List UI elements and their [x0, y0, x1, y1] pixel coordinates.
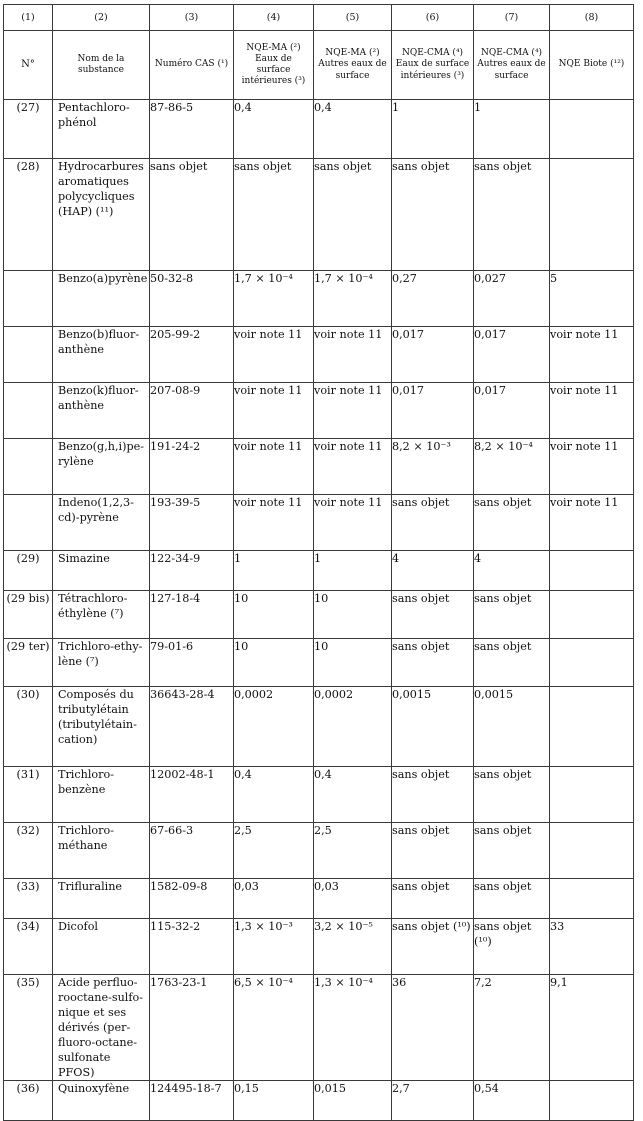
substance-number: (29 ter): [4, 639, 53, 687]
cas-number: 122-34-9: [150, 551, 234, 591]
table-row: [4, 879, 634, 919]
nqe-ma-other-value: voir note 11: [314, 439, 392, 495]
substance-number: (32): [4, 823, 53, 879]
table-row: [4, 1081, 634, 1121]
substance-number: (36): [4, 1081, 53, 1121]
nqe-cma-other-value: sans objet: [474, 879, 550, 919]
header-number: N°: [4, 31, 53, 100]
nqe-biota-value: [550, 767, 634, 823]
nqe-cma-inland-value: 2,7: [392, 1081, 474, 1121]
nqe-cma-other-value: sans objet (¹⁰): [474, 919, 550, 975]
substance-number: (30): [4, 687, 53, 767]
nqe-biota-value: [550, 591, 634, 639]
table-row: [4, 383, 634, 439]
nqe-cma-inland-value: sans objet: [392, 879, 474, 919]
substance-name: Benzo(a)pyrène: [53, 271, 150, 327]
substance-number: (29 bis): [4, 591, 53, 639]
cas-number: 1582-09-8: [150, 879, 234, 919]
table-row: [4, 439, 634, 495]
substance-number: (35): [4, 975, 53, 1081]
nqe-ma-inland-value: 10: [234, 639, 314, 687]
cas-number: 127-18-4: [150, 591, 234, 639]
header-nqe-ma-inland: NQE-MA (²) Eaux de surface intérieures (³): [234, 31, 314, 100]
nqe-biota-value: [550, 823, 634, 879]
nqe-ma-other-value: voir note 11: [314, 383, 392, 439]
nqe-ma-other-value: 0,4: [314, 100, 392, 159]
nqe-biota-value: [550, 100, 634, 159]
table-row: [4, 100, 634, 159]
substance-name: Benzo(g,h,i)pe-rylène: [53, 439, 150, 495]
substance-name: Dicofol: [53, 919, 150, 975]
header-nqe-cma-other: NQE-CMA (⁴) Autres eaux de surface: [474, 31, 550, 100]
substance-name: Tétrachloro-éthylène (⁷): [53, 591, 150, 639]
nqe-ma-inland-value: 6,5 × 10⁻⁴: [234, 975, 314, 1081]
nqe-ma-inland-value: 0,15: [234, 1081, 314, 1121]
nqe-cma-inland-value: 0,017: [392, 383, 474, 439]
cas-number: 115-32-2: [150, 919, 234, 975]
nqe-cma-inland-value: sans objet: [392, 495, 474, 551]
table-row: [4, 639, 634, 687]
substance-name: Trichloro-benzène: [53, 767, 150, 823]
nqe-cma-other-value: sans objet: [474, 591, 550, 639]
nqe-cma-other-value: sans objet: [474, 823, 550, 879]
nqe-cma-inland-value: sans objet: [392, 767, 474, 823]
column-number: (4): [234, 5, 314, 31]
column-number: (3): [150, 5, 234, 31]
nqe-ma-inland-value: voir note 11: [234, 383, 314, 439]
cas-number: sans objet: [150, 159, 234, 271]
nqe-cma-other-value: 4: [474, 551, 550, 591]
nqe-cma-inland-value: 0,0015: [392, 687, 474, 767]
substance-number: (29): [4, 551, 53, 591]
nqe-ma-inland-value: 1,3 × 10⁻³: [234, 919, 314, 975]
nqe-ma-inland-value: 0,03: [234, 879, 314, 919]
cas-number: 87-86-5: [150, 100, 234, 159]
nqe-cma-inland-value: 36: [392, 975, 474, 1081]
table-row: [4, 159, 634, 271]
nqe-biota-value: 5: [550, 271, 634, 327]
nqe-ma-other-value: 1,7 × 10⁻⁴: [314, 271, 392, 327]
substance-name: Trifluraline: [53, 879, 150, 919]
substance-number: (33): [4, 879, 53, 919]
nqe-cma-other-value: sans objet: [474, 767, 550, 823]
header-nqe-cma-inland: NQE-CMA (⁴) Eaux de surface intérieures (³): [392, 31, 474, 100]
nqe-biota-value: 33: [550, 919, 634, 975]
nqe-ma-inland-value: 1: [234, 551, 314, 591]
substance-name: Acide perfluo-rooctane-sulfo-nique et ses dérivés (per-fluoro-octane-sulfonate PFOS): [53, 975, 150, 1081]
cas-number: 12002-48-1: [150, 767, 234, 823]
nqe-ma-inland-value: voir note 11: [234, 439, 314, 495]
nqe-cma-inland-value: 4: [392, 551, 474, 591]
nqe-cma-other-value: 0,027: [474, 271, 550, 327]
nqe-biota-value: [550, 551, 634, 591]
nqe-ma-other-value: 1,3 × 10⁻⁴: [314, 975, 392, 1081]
nqe-ma-inland-value: 0,4: [234, 767, 314, 823]
substance-number: (34): [4, 919, 53, 975]
cas-number: 207-08-9: [150, 383, 234, 439]
nqe-ma-inland-value: 2,5: [234, 823, 314, 879]
nqe-biota-value: [550, 1081, 634, 1121]
substance-name: Hydrocarbures aromatiques polycycliques (HAP) (¹¹): [53, 159, 150, 271]
nqe-biota-value: voir note 11: [550, 327, 634, 383]
nqe-cma-other-value: sans objet: [474, 495, 550, 551]
substance-name: Indeno(1,2,3-cd)-pyrène: [53, 495, 150, 551]
column-number: (7): [474, 5, 550, 31]
nqe-ma-other-value: 10: [314, 591, 392, 639]
nqe-cma-other-value: sans objet: [474, 639, 550, 687]
table-row: [4, 551, 634, 591]
nqe-biota-value: [550, 639, 634, 687]
nqe-ma-other-value: voir note 11: [314, 327, 392, 383]
substances-table: [3, 4, 634, 1121]
cas-number: 79-01-6: [150, 639, 234, 687]
substance-name: Pentachloro-phénol: [53, 100, 150, 159]
nqe-ma-inland-value: 0,0002: [234, 687, 314, 767]
nqe-cma-inland-value: sans objet: [392, 823, 474, 879]
substance-name: Trichloro-ethy-lène (⁷): [53, 639, 150, 687]
nqe-ma-other-value: 3,2 × 10⁻⁵: [314, 919, 392, 975]
nqe-cma-other-value: 8,2 × 10⁻⁴: [474, 439, 550, 495]
nqe-cma-other-value: 7,2: [474, 975, 550, 1081]
nqe-cma-inland-value: sans objet (¹⁰): [392, 919, 474, 975]
nqe-cma-inland-value: 0,017: [392, 327, 474, 383]
cas-number: 124495-18-7: [150, 1081, 234, 1121]
cas-number: 36643-28-4: [150, 687, 234, 767]
nqe-ma-inland-value: 10: [234, 591, 314, 639]
nqe-biota-value: voir note 11: [550, 439, 634, 495]
nqe-biota-value: 9,1: [550, 975, 634, 1081]
table-row: [4, 495, 634, 551]
table-row: [4, 687, 634, 767]
nqe-ma-other-value: voir note 11: [314, 495, 392, 551]
cas-number: 205-99-2: [150, 327, 234, 383]
nqe-cma-other-value: 0,0015: [474, 687, 550, 767]
substance-name: Benzo(b)fluor-anthène: [53, 327, 150, 383]
table-row: [4, 919, 634, 975]
column-number: (1): [4, 5, 53, 31]
substance-number: (27): [4, 100, 53, 159]
column-number: (5): [314, 5, 392, 31]
header-nqe-ma-other: NQE-MA (²) Autres eaux de surface: [314, 31, 392, 100]
nqe-ma-other-value: 10: [314, 639, 392, 687]
header-cas-number: Numéro CAS (¹): [150, 31, 234, 100]
table-row: [4, 767, 634, 823]
nqe-ma-inland-value: 0,4: [234, 100, 314, 159]
substance-name: Benzo(k)fluor-anthène: [53, 383, 150, 439]
nqe-ma-other-value: sans objet: [314, 159, 392, 271]
substance-number: [4, 271, 53, 327]
nqe-cma-inland-value: sans objet: [392, 591, 474, 639]
cas-number: 50-32-8: [150, 271, 234, 327]
nqe-cma-inland-value: sans objet: [392, 639, 474, 687]
nqe-ma-inland-value: voir note 11: [234, 327, 314, 383]
nqe-ma-other-value: 0,0002: [314, 687, 392, 767]
table-row: [4, 975, 634, 1081]
column-number-row: [4, 5, 634, 31]
column-number: (6): [392, 5, 474, 31]
substance-name: Composés du tributylétain (tributylétain-cation): [53, 687, 150, 767]
table-row: [4, 271, 634, 327]
nqe-biota-value: [550, 687, 634, 767]
substance-number: [4, 495, 53, 551]
substance-number: [4, 383, 53, 439]
substance-number: [4, 327, 53, 383]
substance-name: Trichloro-méthane: [53, 823, 150, 879]
substance-name: Quinoxyfène: [53, 1081, 150, 1121]
nqe-ma-inland-value: 1,7 × 10⁻⁴: [234, 271, 314, 327]
column-header-row: [4, 31, 634, 100]
nqe-ma-other-value: 0,015: [314, 1081, 392, 1121]
substance-number: (28): [4, 159, 53, 271]
column-number: (8): [550, 5, 634, 31]
cas-number: 1763-23-1: [150, 975, 234, 1081]
nqe-ma-inland-value: voir note 11: [234, 495, 314, 551]
table-row: [4, 327, 634, 383]
nqe-cma-inland-value: 8,2 × 10⁻³: [392, 439, 474, 495]
nqe-ma-other-value: 0,03: [314, 879, 392, 919]
table-row: [4, 823, 634, 879]
nqe-ma-other-value: 0,4: [314, 767, 392, 823]
nqe-cma-other-value: 0,54: [474, 1081, 550, 1121]
column-number: (2): [53, 5, 150, 31]
substance-number: [4, 439, 53, 495]
nqe-cma-inland-value: sans objet: [392, 159, 474, 271]
cas-number: 191-24-2: [150, 439, 234, 495]
nqe-biota-value: voir note 11: [550, 383, 634, 439]
substance-name: Simazine: [53, 551, 150, 591]
table-row: [4, 591, 634, 639]
nqe-ma-inland-value: sans objet: [234, 159, 314, 271]
cas-number: 67-66-3: [150, 823, 234, 879]
nqe-ma-other-value: 1: [314, 551, 392, 591]
substance-number: (31): [4, 767, 53, 823]
nqe-cma-inland-value: 1: [392, 100, 474, 159]
nqe-biota-value: [550, 159, 634, 271]
nqe-cma-other-value: 0,017: [474, 327, 550, 383]
nqe-cma-other-value: 0,017: [474, 383, 550, 439]
nqe-cma-other-value: 1: [474, 100, 550, 159]
nqe-cma-other-value: sans objet: [474, 159, 550, 271]
header-nqe-biota: NQE Biote (¹²): [550, 31, 634, 100]
nqe-biota-value: [550, 879, 634, 919]
nqe-ma-other-value: 2,5: [314, 823, 392, 879]
cas-number: 193-39-5: [150, 495, 234, 551]
header-substance-name: Nom de la substance: [53, 31, 150, 100]
nqe-biota-value: voir note 11: [550, 495, 634, 551]
table-body: [4, 100, 634, 1121]
nqe-cma-inland-value: 0,27: [392, 271, 474, 327]
